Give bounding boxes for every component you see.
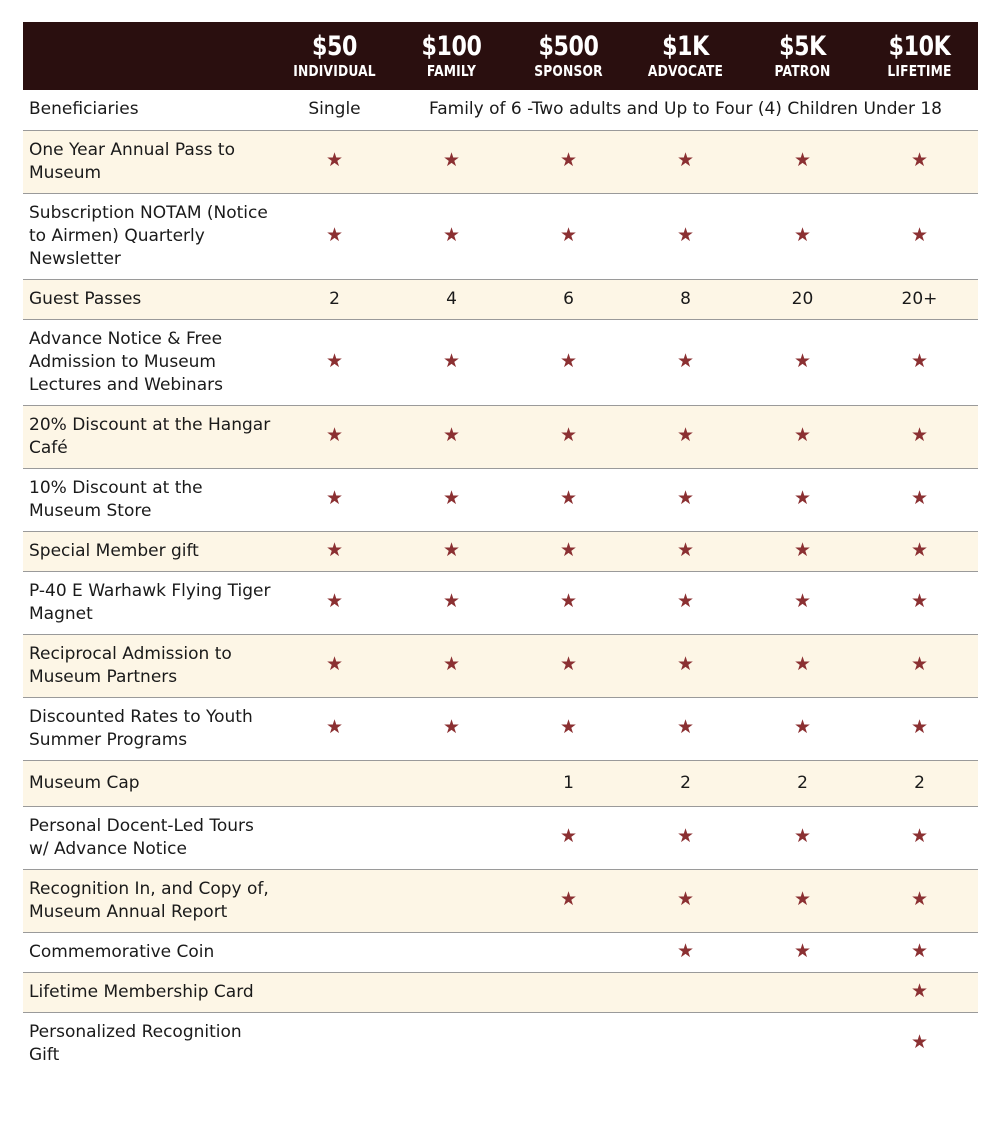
star-icon: ★ [910, 349, 929, 372]
benefit-cell-sponsor [510, 319, 627, 405]
star-icon: ★ [910, 979, 929, 1002]
benefit-cell-patron: 20 [791, 288, 814, 309]
benefit-label: One Year Annual Pass to Museum [29, 139, 236, 183]
benefit-row [23, 531, 978, 571]
benefit-cell-individual [276, 806, 393, 869]
benefit-cell-advocate [627, 634, 744, 697]
star-icon: ★ [793, 538, 812, 561]
tier-price: $1K [662, 31, 709, 62]
star-icon: ★ [676, 424, 695, 446]
benefit-cell-patron [744, 468, 861, 531]
beneficiaries-single: Single [308, 99, 361, 120]
benefit-cell-family [393, 130, 510, 193]
benefit-label: Commemorative Coin [29, 941, 215, 962]
star-icon: ★ [559, 538, 578, 561]
star-icon: ★ [559, 424, 578, 446]
benefit-cell-advocate [627, 319, 744, 405]
star-icon: ★ [910, 149, 929, 171]
star-icon: ★ [910, 590, 929, 612]
benefit-label: Special Member gift [29, 540, 199, 561]
benefit-cell-sponsor [510, 130, 627, 193]
benefit-cell-family [393, 468, 510, 531]
benefit-label: Reciprocal Admission to Museum Partners [29, 643, 232, 687]
tier-name: LIFETIME [887, 62, 952, 80]
benefit-cell-lifetime [861, 806, 978, 869]
beneficiaries-row [23, 90, 978, 130]
benefit-cell-individual [276, 468, 393, 531]
star-icon: ★ [442, 590, 461, 612]
benefit-label: 20% Discount at the Hangar Café [29, 414, 271, 458]
star-icon: ★ [676, 487, 695, 509]
star-icon: ★ [793, 590, 812, 612]
benefit-label: Subscription NOTAM (Notice to Airmen) Quarterly Newsletter [29, 202, 268, 269]
benefit-cell-lifetime [861, 972, 978, 1012]
star-icon: ★ [559, 349, 578, 372]
benefit-row [23, 806, 978, 869]
star-icon: ★ [793, 653, 812, 675]
benefit-cell-advocate [627, 972, 744, 1012]
benefit-cell-sponsor: 1 [563, 772, 574, 793]
benefit-cell-family [393, 932, 510, 972]
star-icon: ★ [325, 349, 344, 372]
benefit-row [23, 932, 978, 972]
benefit-cell-family [393, 806, 510, 869]
benefit-cell-individual [276, 130, 393, 193]
benefit-cell-lifetime: 20+ [901, 288, 938, 309]
benefit-cell-sponsor: 6 [563, 288, 574, 309]
tier-price: $50 [312, 31, 357, 62]
benefit-cell-lifetime [861, 130, 978, 193]
benefit-cell-individual [276, 1012, 393, 1075]
star-icon: ★ [442, 424, 461, 446]
star-icon: ★ [793, 424, 812, 446]
benefit-cell-sponsor [510, 697, 627, 760]
beneficiaries-family: Family of 6 -Two adults and Up to Four (4) Children Under 18 [429, 99, 942, 120]
tier-name: INDIVIDUAL [293, 62, 376, 80]
membership-benefits-table [23, 22, 978, 1075]
benefit-cell-lifetime [861, 1012, 978, 1075]
benefit-cell-family: 4 [446, 288, 457, 309]
star-icon: ★ [676, 653, 695, 675]
tier-price: $10K [888, 31, 951, 62]
benefit-row [23, 405, 978, 468]
benefit-cell-sponsor [510, 468, 627, 531]
benefit-cell-sponsor [510, 972, 627, 1012]
benefit-cell-family [393, 697, 510, 760]
benefit-cell-family [393, 1012, 510, 1075]
benefit-cell-patron [744, 634, 861, 697]
star-icon: ★ [910, 716, 929, 738]
tier-name: SPONSOR [534, 62, 603, 80]
benefit-label: Guest Passes [29, 288, 142, 309]
benefit-cell-sponsor [510, 193, 627, 279]
benefit-row [23, 468, 978, 531]
benefit-cell-patron [744, 405, 861, 468]
benefit-cell-sponsor [510, 405, 627, 468]
star-icon: ★ [559, 716, 578, 738]
benefit-cell-family [393, 760, 510, 806]
star-icon: ★ [793, 149, 812, 171]
benefit-cell-advocate: 8 [680, 288, 691, 309]
tier-header-advocate [627, 22, 744, 90]
benefit-label: Personal Docent-Led Tours w/ Advance Notice [29, 815, 254, 859]
benefit-cell-individual [276, 634, 393, 697]
benefit-cell-lifetime [861, 531, 978, 571]
star-icon: ★ [325, 223, 344, 246]
benefit-cell-patron [744, 932, 861, 972]
benefit-cell-patron [744, 806, 861, 869]
benefit-row [23, 634, 978, 697]
benefit-cell-patron [744, 972, 861, 1012]
star-icon: ★ [910, 223, 929, 246]
star-icon: ★ [559, 590, 578, 612]
benefit-cell-sponsor [510, 634, 627, 697]
benefit-cell-individual [276, 760, 393, 806]
star-icon: ★ [676, 538, 695, 561]
star-icon: ★ [325, 653, 344, 675]
benefit-row [23, 697, 978, 760]
benefit-cell-lifetime [861, 697, 978, 760]
benefit-cell-lifetime [861, 869, 978, 932]
tier-price: $100 [421, 31, 482, 62]
benefit-cell-advocate [627, 571, 744, 634]
star-icon: ★ [793, 487, 812, 509]
benefit-label: Personalized Recognition Gift [29, 1021, 242, 1065]
tier-header-individual [276, 22, 393, 90]
star-icon: ★ [910, 1031, 929, 1054]
star-icon: ★ [793, 716, 812, 738]
benefit-cell-sponsor [510, 806, 627, 869]
benefit-row [23, 193, 978, 279]
benefit-cell-advocate [627, 130, 744, 193]
benefit-cell-lifetime [861, 468, 978, 531]
star-icon: ★ [325, 424, 344, 446]
star-icon: ★ [442, 149, 461, 171]
benefit-cell-patron [744, 869, 861, 932]
star-icon: ★ [910, 825, 929, 847]
benefit-cell-advocate [627, 1012, 744, 1075]
star-icon: ★ [676, 349, 695, 372]
benefit-cell-lifetime [861, 319, 978, 405]
benefit-label: Advance Notice & Free Admission to Museum Lectures and Webinars [29, 328, 223, 395]
benefit-cell-patron [744, 571, 861, 634]
benefit-cell-individual [276, 405, 393, 468]
benefit-cell-individual [276, 932, 393, 972]
benefit-row [23, 571, 978, 634]
star-icon: ★ [910, 888, 929, 910]
star-icon: ★ [325, 149, 344, 171]
star-icon: ★ [910, 653, 929, 675]
star-icon: ★ [676, 149, 695, 171]
benefit-cell-patron [744, 697, 861, 760]
benefit-cell-sponsor [510, 1012, 627, 1075]
benefit-cell-individual [276, 697, 393, 760]
tier-name: PATRON [774, 62, 831, 80]
star-icon: ★ [442, 349, 461, 372]
star-icon: ★ [676, 223, 695, 246]
benefit-cell-advocate [627, 697, 744, 760]
star-icon: ★ [793, 349, 812, 372]
benefit-cell-patron [744, 1012, 861, 1075]
star-icon: ★ [559, 825, 578, 847]
star-icon: ★ [676, 939, 695, 962]
tier-name: FAMILY [426, 62, 477, 80]
benefit-row [23, 279, 978, 319]
tier-header-family [393, 22, 510, 90]
benefit-label: Discounted Rates to Youth Summer Programs [29, 706, 253, 750]
header-blank-cell [23, 22, 276, 90]
benefit-cell-lifetime: 2 [914, 772, 925, 793]
benefit-cell-sponsor [510, 531, 627, 571]
benefit-cell-individual [276, 972, 393, 1012]
star-icon: ★ [325, 487, 344, 509]
star-icon: ★ [676, 716, 695, 738]
star-icon: ★ [793, 939, 812, 962]
benefit-cell-advocate [627, 405, 744, 468]
star-icon: ★ [910, 939, 929, 962]
tier-header-row [23, 22, 978, 90]
benefit-cell-individual [276, 571, 393, 634]
benefit-cell-family [393, 571, 510, 634]
benefit-cell-family [393, 319, 510, 405]
star-icon: ★ [910, 538, 929, 561]
star-icon: ★ [442, 487, 461, 509]
tier-price: $5K [779, 31, 826, 62]
star-icon: ★ [559, 888, 578, 910]
star-icon: ★ [793, 888, 812, 910]
benefits-grid [23, 22, 978, 1075]
benefit-label: Museum Cap [29, 772, 140, 793]
benefit-cell-sponsor [510, 932, 627, 972]
benefit-cell-family [393, 972, 510, 1012]
benefit-label: P-40 E Warhawk Flying Tiger Magnet [29, 580, 271, 624]
tier-header-lifetime [861, 22, 978, 90]
benefit-cell-advocate: 2 [680, 772, 691, 793]
star-icon: ★ [442, 538, 461, 561]
benefit-cell-family [393, 634, 510, 697]
tier-header-patron [744, 22, 861, 90]
star-icon: ★ [559, 487, 578, 509]
benefit-cell-patron [744, 319, 861, 405]
benefit-cell-family [393, 405, 510, 468]
benefit-cell-individual [276, 869, 393, 932]
star-icon: ★ [442, 223, 461, 246]
benefit-row [23, 1012, 978, 1075]
benefit-cell-patron: 2 [797, 772, 808, 793]
benefit-label: Lifetime Membership Card [29, 981, 254, 1002]
benefit-cell-sponsor [510, 571, 627, 634]
star-icon: ★ [793, 825, 812, 847]
star-icon: ★ [442, 716, 461, 738]
star-icon: ★ [793, 223, 812, 246]
benefit-cell-advocate [627, 869, 744, 932]
tier-header-sponsor [510, 22, 627, 90]
benefit-row [23, 760, 978, 806]
benefit-cell-family [393, 193, 510, 279]
star-icon: ★ [559, 653, 578, 675]
benefit-row [23, 319, 978, 405]
benefit-cell-individual [276, 193, 393, 279]
tier-price: $500 [538, 31, 599, 62]
benefit-cell-family [393, 869, 510, 932]
benefit-cell-family [393, 531, 510, 571]
benefit-cell-advocate [627, 531, 744, 571]
benefit-cell-advocate [627, 468, 744, 531]
star-icon: ★ [325, 716, 344, 738]
benefit-label: Recognition In, and Copy of, Museum Annual Report [29, 878, 269, 922]
benefit-label: Beneficiaries [29, 99, 139, 120]
benefit-cell-advocate [627, 932, 744, 972]
star-icon: ★ [325, 590, 344, 612]
benefit-row [23, 130, 978, 193]
benefit-cell-patron [744, 193, 861, 279]
star-icon: ★ [325, 538, 344, 561]
benefit-cell-advocate [627, 193, 744, 279]
benefit-cell-sponsor [510, 869, 627, 932]
star-icon: ★ [910, 424, 929, 446]
benefit-cell-lifetime [861, 932, 978, 972]
benefit-row [23, 972, 978, 1012]
benefit-cell-lifetime [861, 193, 978, 279]
benefit-cell-lifetime [861, 571, 978, 634]
benefit-cell-individual: 2 [329, 288, 340, 309]
star-icon: ★ [559, 223, 578, 246]
star-icon: ★ [676, 825, 695, 847]
benefit-cell-patron [744, 130, 861, 193]
benefit-cell-individual [276, 319, 393, 405]
benefit-cell-lifetime [861, 634, 978, 697]
benefit-label: 10% Discount at the Museum Store [29, 477, 203, 521]
benefit-row [23, 869, 978, 932]
benefit-cell-advocate [627, 806, 744, 869]
star-icon: ★ [910, 487, 929, 509]
benefit-cell-individual [276, 531, 393, 571]
tier-name: ADVOCATE [647, 62, 724, 80]
benefit-cell-lifetime [861, 405, 978, 468]
star-icon: ★ [676, 590, 695, 612]
star-icon: ★ [676, 888, 695, 910]
benefit-cell-patron [744, 531, 861, 571]
star-icon: ★ [559, 149, 578, 171]
star-icon: ★ [442, 653, 461, 675]
